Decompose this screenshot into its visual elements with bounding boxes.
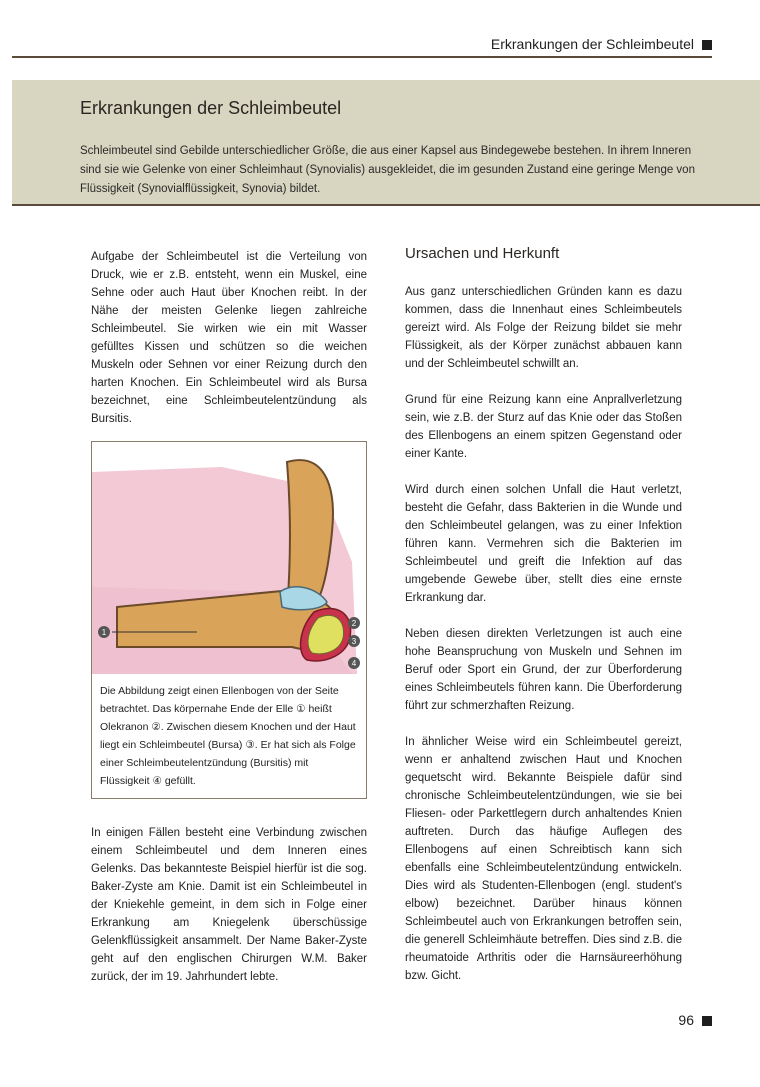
figure-label-1: 1	[101, 628, 107, 637]
elbow-figure	[91, 441, 367, 799]
header-rule	[12, 56, 712, 58]
figure-label-4: 4	[351, 659, 357, 668]
left-column-top	[91, 248, 367, 428]
left-paragraph-1: Aufgabe der Schleimbeutel ist die Verteilung von Druck, wie er z.B. entsteht, wenn ein Muskel, eine Sehne oder auch Haut über Knochen reibt. In der Nähe der meisten Gelenke liegen zahlreiche Schleimbeutel. Sie wirken wie ein mit Wasser gefülltes Kissen und schützen so die weichen Muskeln oder Sehnen vor einer Reizung durch den harten Knochen. Ein Schleimbeutel wird als Bursa bezeichnet, eine Schleimbeutelentzündung als Bursitis.	[91, 251, 367, 425]
right-paragraph-1: Aus ganz unterschiedlichen Gründen kann es dazu kommen, dass die Innenhaut eines Schleimbeutels gereizt wird. Als Folge der Reizung bildet sie mehr Flüssigkeit, als der Körper zunächst abbauen kann und der Schleimbeutel schwillt an.	[405, 286, 682, 370]
right-paragraph-5: In ähnlicher Weise wird ein Schleimbeutel gereizt, wenn er anhaltend zwischen Haut und Knochen gequetscht wird. Bekannte Beispiele dafür sind chronische Schleimbeutelentzündungen, wie sie bei Fliesen- oder Parkettlegern durch anhaltendes Knien auftreten. Durch das häufige Auflegen des Ellenbogens auf einen Schreibtisch kann sich ebenfalls eine Schleimbeutelentzündung entwickeln. Dies wird als Studenten-Ellenbogen (engl. student's elbow) bezeichnet. Darüber hinaus können Schleimbeutel auch von Erkrankungen betroffen sein, die generell Schleimhäute betreffen. Dies sind z.B. die rheumatoide Arthritis oder die Harnsäureerhöhung bzw. Gicht.	[405, 736, 682, 982]
left-column-bottom	[91, 824, 367, 986]
figure-label-2: 2	[351, 619, 357, 628]
page-number	[678, 1012, 712, 1028]
right-paragraph-4: Neben diesen direkten Verletzungen ist auch eine hohe Beanspruchung von Muskeln und Sehnen im Beruf oder Sport ein Grund, der zur Überforderung eines Schleimbeutels führen kann. Die Überforderung führt zur schmerzhaften Reizung.	[405, 628, 682, 712]
page-number-text: 96	[678, 1012, 694, 1028]
figure-label-3: 3	[351, 637, 357, 646]
right-paragraph-3: Wird durch einen solchen Unfall die Haut verletzt, besteht die Gefahr, dass Bakterien in die Wunde und den Schleimbeutel gelangen, was zu einer Infektion führen kann. Vermehren sich die Bakterien im Schleimbeutel und greift die Infektion auf das umgebende Gewebe über, stellt dies eine ernste Erkrankung dar.	[405, 484, 682, 604]
intro-title: Erkrankungen der Schleimbeutel	[80, 98, 342, 118]
left-paragraph-2: In einigen Fällen besteht eine Verbindung zwischen einem Schleimbeutel und dem Inneren eines Gelenks. Das bekannteste Beispiel hierfür ist die sog. Baker-Zyste am Knie. Damit ist ein Schleimbeutel in der Kniekehle gemeint, in dem sich in Folge einer Erkrankung am Kniegelenk überschüssige Gelenkflüssigkeit ansammelt. Der Name Baker-Zyste geht auf den englischen Chirurgen W.M. Baker zurück, der im 19. Jahrhundert lebte.	[91, 827, 367, 983]
section-heading: Ursachen und Herkunft	[405, 245, 560, 262]
running-header	[491, 36, 712, 52]
elbow-illustration	[92, 442, 366, 674]
footer-square-icon	[702, 1016, 712, 1026]
right-paragraph-2: Grund für eine Reizung kann eine Anprallverletzung sein, wie z.B. der Sturz auf das Knie oder das Stoßen des Ellenbogens an einem spitzen Gegenstand oder einer Kante.	[405, 394, 682, 460]
intro-text: Schleimbeutel sind Gebilde unterschiedlicher Größe, die aus einer Kapsel aus Bindegewebe bestehen. In ihrem Inneren sind sie wie Gelenke von einer Schleimhaut (Synovialis) ausgekleidet, die im gesunden Zustand eine geringe Menge von Flüssigkeit (Synovialflüssigkeit, Synovia) bildet.	[80, 145, 695, 195]
header-square-icon	[702, 40, 712, 50]
right-column	[405, 283, 682, 985]
figure-caption: Die Abbildung zeigt einen Ellenbogen von der Seite betrachtet. Das körpernahe Ende der Elle ① heißt Olekranon ②. Zwischen diesem Knochen und der Haut liegt ein Schleimbeutel (Bursa) ③. Er hat sich als Folge einer Schleimbeutelentzündung (Bursitis) mit Flüssigkeit ④ gefüllt.	[100, 685, 356, 787]
running-header-title: Erkrankungen der Schleimbeutel	[490, 36, 694, 52]
intro-rule	[12, 204, 760, 206]
